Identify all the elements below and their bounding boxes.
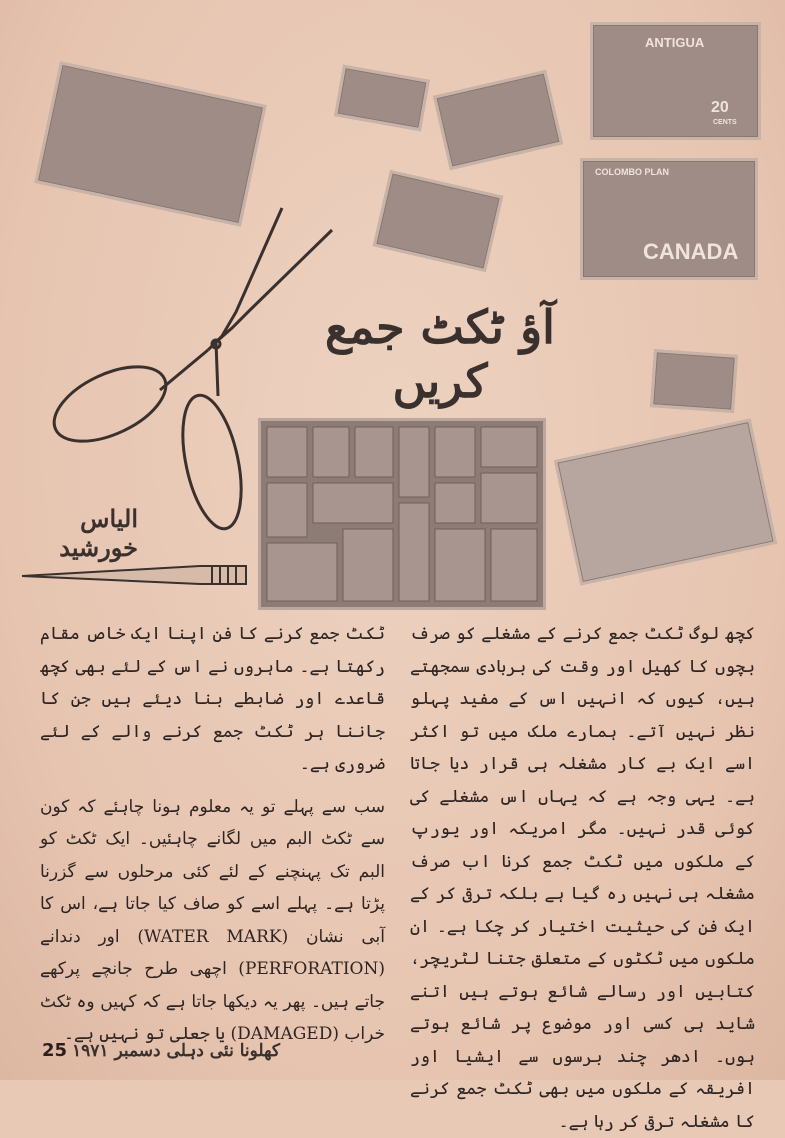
stamp-flowers [554,419,777,586]
paragraph: کچھ لوگ ٹکٹ جمع کرنے کے مشغلے کو صرف بچوں کا کھیل اور وقت کی بربادی سمجھتے ہیں، کیوں کہ انہیں اس کے مفید پہلو نظر نہیں آتے۔ ہمارے ملک میں تو اکثر اسے ایک بے کار مشغلہ ہی قرار دیا جاتا ہے۔ یہی وجہ ہے کہ یہاں اس مشغلے کی کوئی قدر نہیں۔ مگر امریکہ اور یورپ کے ملکوں میں ٹکٹ جمع کرنا اب صرف مشغلہ ہی نہیں رہ گیا ہے بلکہ ترقی کر کے ایک فن کی حیثیت اختیار کر چکا ہے۔ ان ملکوں میں ٹکٹوں کے متعلق جتنا لٹریچر، کتابیں اور رسالے شائع ہوتے ہیں اتنے شاید ہی کسی اور موضوع پر شائع ہوتے ہوں۔ ادھر چند برسوں سے ایشیا اور افریقہ کے ملکوں میں بھی ٹکٹ جمع کرنے کا مشغلہ ترقی کر رہا ہے۔ [410,624,755,1132]
stamp-small-top [334,65,430,131]
stamp-horses [433,70,563,170]
page-number: 25 [42,1040,68,1061]
stamp-canada [580,158,758,280]
article-title: آؤ ٹکٹ جمع کریں [325,300,555,408]
antigua-label: ANTIGUA [645,35,705,50]
antigua-value: 20 [711,99,729,116]
paragraph: ٹکٹ جمع کرنے کا فن اپنا ایک خاص مقام رکھتا ہے۔ ماہروں نے اس کے لئے بھی کچھ قاعدے اور ضابطے بنا دیئے ہیں جن کا جاننا ہر ٹکٹ جمع کرنے والے کے لئے ضروری ہے۔ [40,624,385,774]
stamp-small-right [650,349,738,413]
stamp-landscape [373,170,504,272]
antigua-caption: CENTS [713,119,737,126]
text-column-left [40,618,385,1044]
text-column-right [410,618,755,1132]
scissors-illustration [40,200,340,540]
issue-line: کھلونا نئی دہلی دسمبر ۱۹۷۱ [72,1041,280,1061]
canada-label: CANADA [643,239,739,264]
tweezers-illustration [20,560,250,590]
canada-top-label: COLOMBO PLAN [595,167,669,177]
stamp-antigua [590,22,761,140]
paragraph: سب سے پہلے تو یہ معلوم ہونا چاہئے کہ کون سے ٹکٹ البم میں لگانے چاہئیں۔ ایک ٹکٹ کو البم تک پہنچنے کے لئے کئی مرحلوں سے گزرنا پڑتا ہے۔ پہلے اسے کو صاف کیا جاتا ہے، اس کا آبی نشان (WATER MARK) اور دندانے (PERFORATION) اچھی طرح جانچے پرکھے جاتے ہیں۔ پھر یہ دیکھا جاتا ہے کہ کہیں وہ ٹکٹ خراب (DAMAGED) یا جعلی تو نہیں ہے۔ [40,796,385,1044]
article-author: الیاس خورشید [59,504,138,562]
